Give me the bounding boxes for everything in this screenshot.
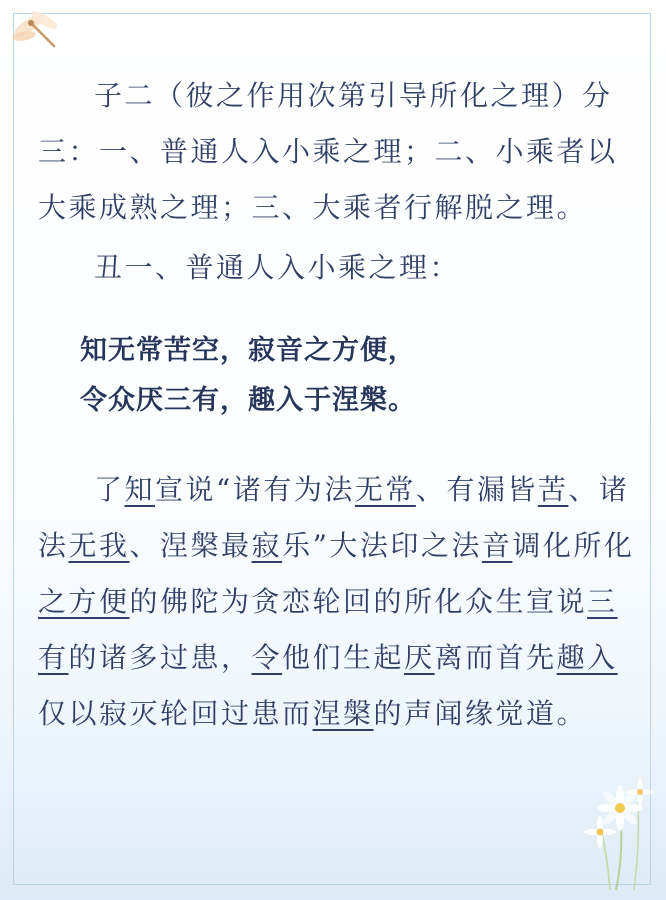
commentary-text: 诸法 xyxy=(38,473,630,562)
underlined-term: 无我 xyxy=(68,529,130,562)
commentary-text: 的诸多过患， xyxy=(68,641,252,674)
verse-line-1: 知无常苦空，寂音之方便， xyxy=(80,335,416,366)
verse-block xyxy=(38,326,638,426)
underlined-term: 知 xyxy=(124,473,156,506)
commentary-text: 的声 xyxy=(373,697,435,730)
underlined-term: 苦 xyxy=(537,473,569,506)
underlined-term: 令 xyxy=(251,641,283,674)
section-heading-chou-yi: 丑一、普通人入小乘之理： xyxy=(94,251,461,284)
underlined-term: 寂 xyxy=(251,529,283,562)
commentary-text: 而首先 xyxy=(465,641,557,674)
commentary-text: 离 xyxy=(434,641,466,674)
commentary-text: 调 xyxy=(512,529,543,562)
underlined-term: 趣入 xyxy=(556,641,618,674)
commentary-text: 的佛陀为贪恋轮回的所化众 xyxy=(129,585,496,618)
document-body xyxy=(38,68,638,742)
underlined-term: 厌 xyxy=(404,641,435,674)
commentary-text: 、 xyxy=(568,473,599,506)
underlined-term: 之方便 xyxy=(38,585,130,618)
commentary-text: 宣说“诸有为法 xyxy=(155,473,355,506)
commentary-text: 生宣说 xyxy=(495,585,588,618)
daisy-flowers-icon xyxy=(580,772,658,894)
commentary-text: 乐”大法印之法 xyxy=(282,529,482,562)
dragonfly-icon xyxy=(10,6,68,56)
commentary-text: 他们生起 xyxy=(282,641,405,674)
verse-line-2: 令众厌三有，趣入于涅槃。 xyxy=(80,385,416,416)
commentary-text: 了 xyxy=(94,473,125,506)
underlined-term: 音 xyxy=(481,529,513,562)
commentary-text: 闻缘觉道。 xyxy=(434,697,588,730)
commentary-paragraph xyxy=(38,462,638,742)
section-heading-zi-er: 子二（彼之作用次第引导所化之理）分三：一、普通人入小乘之理；二、小乘者以大乘成熟之理；三、大乘者行解脱之理。 xyxy=(38,79,618,224)
commentary-text: 、有漏皆 xyxy=(415,473,538,506)
commentary-text: 、涅槃最 xyxy=(129,529,252,562)
underlined-term: 三有 xyxy=(38,585,618,674)
underlined-term: 无常 xyxy=(354,473,416,506)
commentary-text: 化所化 xyxy=(542,529,635,562)
commentary-text: 仅以寂灭轮回过患而 xyxy=(38,697,313,730)
underlined-term: 涅槃 xyxy=(312,697,374,730)
